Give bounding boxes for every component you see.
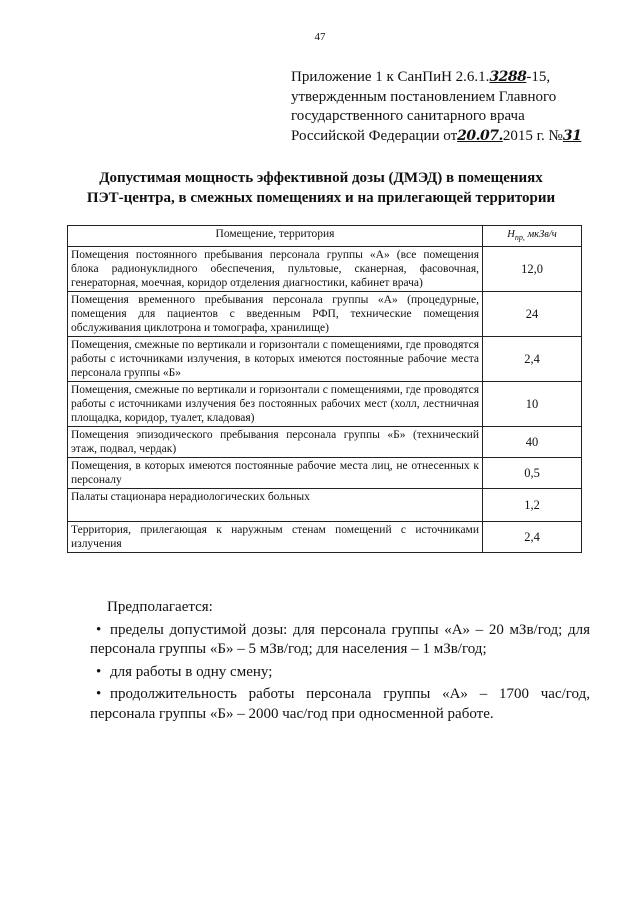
note-item — [90, 621, 590, 660]
handwritten-regulation-number: 3288 — [489, 69, 527, 85]
dose-rate-cell: 10 — [483, 382, 582, 427]
dose-rate-cell: 2,4 — [483, 337, 582, 382]
table-row — [68, 382, 582, 427]
premises-cell: Помещения эпизодического пребывания персонала группы «Б» (технический этаж, подвал, чердак) — [68, 427, 483, 458]
bullet-icon: • — [96, 686, 102, 702]
title-line-2: ПЭТ-центра, в смежных помещениях и на прилегающей территории — [86, 190, 556, 206]
bullet-icon: • — [96, 663, 102, 680]
note-text: для работы в одну смену; — [110, 663, 273, 680]
handwritten-order-number: 31 — [562, 127, 582, 144]
appendix-line-4 — [291, 127, 591, 147]
table-row — [68, 292, 582, 337]
dose-rate-cell: 40 — [483, 427, 582, 458]
table-row — [68, 337, 582, 382]
bullet-icon: • — [96, 621, 102, 638]
dose-rate-table — [67, 225, 582, 553]
appendix-header — [291, 68, 591, 146]
premises-cell: Помещения временного пребывания персонала группы «А» (процедурные, помещения для пациентов с введенным РФП, технические помещения обслуживания циклотрона и томографа, хранилище) — [68, 292, 483, 337]
appendix-line-1 — [291, 68, 591, 88]
title-line-1: Допустимая мощность эффективной дозы (ДМЭД) в помещениях — [99, 170, 543, 186]
page-number: 47 — [314, 31, 326, 43]
table-row — [68, 489, 582, 522]
dose-rate-cell: 2,4 — [483, 522, 582, 553]
appendix-line-1-suffix: -15, — [526, 69, 551, 85]
handwritten-date: 20.07. — [457, 127, 503, 144]
header-premises: Помещение, территория — [68, 226, 483, 247]
table-row — [68, 458, 582, 489]
header-unit-label: мкЗв/ч — [524, 229, 557, 240]
note-text: продолжительность работы персонала группы «А» – 1700 час/год, персонала группы «Б» – 2000 час/год при односменной работе. — [90, 686, 590, 722]
premises-cell: Помещения, смежные по вертикали и горизонтали с помещениями, где проводятся работы с источниками излучения, в которых имеются постоянные рабочие места персонала группы «Б» — [68, 337, 483, 382]
notes-intro: Предполагается: — [107, 599, 213, 615]
note-item — [90, 685, 590, 724]
premises-cell: Палаты стационара нерадиологических больных — [68, 489, 483, 522]
appendix-line-3: государственного санитарного врача — [291, 108, 525, 124]
dose-rate-cell: 24 — [483, 292, 582, 337]
premises-cell: Помещения, в которых имеются постоянные рабочие места лиц, не отнесенных к персоналу — [68, 458, 483, 489]
premises-cell: Помещения постоянного пребывания персонала группы «А» (все помещения блока радионуклидного обеспечения, пультовые, сканерная, фасовочная, генераторная, моечная, коридор отделения диагностики, кабинет врача) — [68, 247, 483, 292]
appendix-line-2: утвержденным постановлением Главного — [291, 88, 557, 105]
premises-cell: Территория, прилегающая к наружным стенам помещений с источниками излучения — [68, 522, 483, 553]
document-title — [56, 168, 586, 208]
dose-rate-cell: 1,2 — [483, 489, 582, 522]
premises-cell: Помещения, смежные по вертикали и горизонтали с помещениями, где проводятся работы с источниками излучения без постоянных рабочих мест (холл, лестничная площадка, коридор, туалет, кладовая) — [68, 382, 483, 427]
table-header-row — [68, 226, 582, 247]
table-row — [68, 522, 582, 553]
note-text: пределы допустимой дозы: для персонала группы «А» – 20 мЗв/год; для персонала группы «Б» – 5 мЗв/год; для населения – 1 мЗв/год; — [90, 621, 590, 657]
header-unit-subscript: пр, — [514, 233, 525, 243]
note-item — [90, 663, 590, 683]
table-row — [68, 247, 582, 292]
header-dose-rate — [483, 226, 582, 247]
notes-section — [90, 598, 590, 727]
appendix-line-1-prefix: Приложение 1 к СанПиН 2.6.1. — [291, 69, 490, 85]
table-row — [68, 427, 582, 458]
header-unit-symbol: Н — [507, 229, 515, 240]
dose-rate-cell: 12,0 — [483, 247, 582, 292]
appendix-line-4-middle: 2015 г. № — [502, 127, 563, 144]
appendix-line-4-prefix: Российской Федерации от — [291, 127, 458, 144]
dose-rate-cell: 0,5 — [483, 458, 582, 489]
